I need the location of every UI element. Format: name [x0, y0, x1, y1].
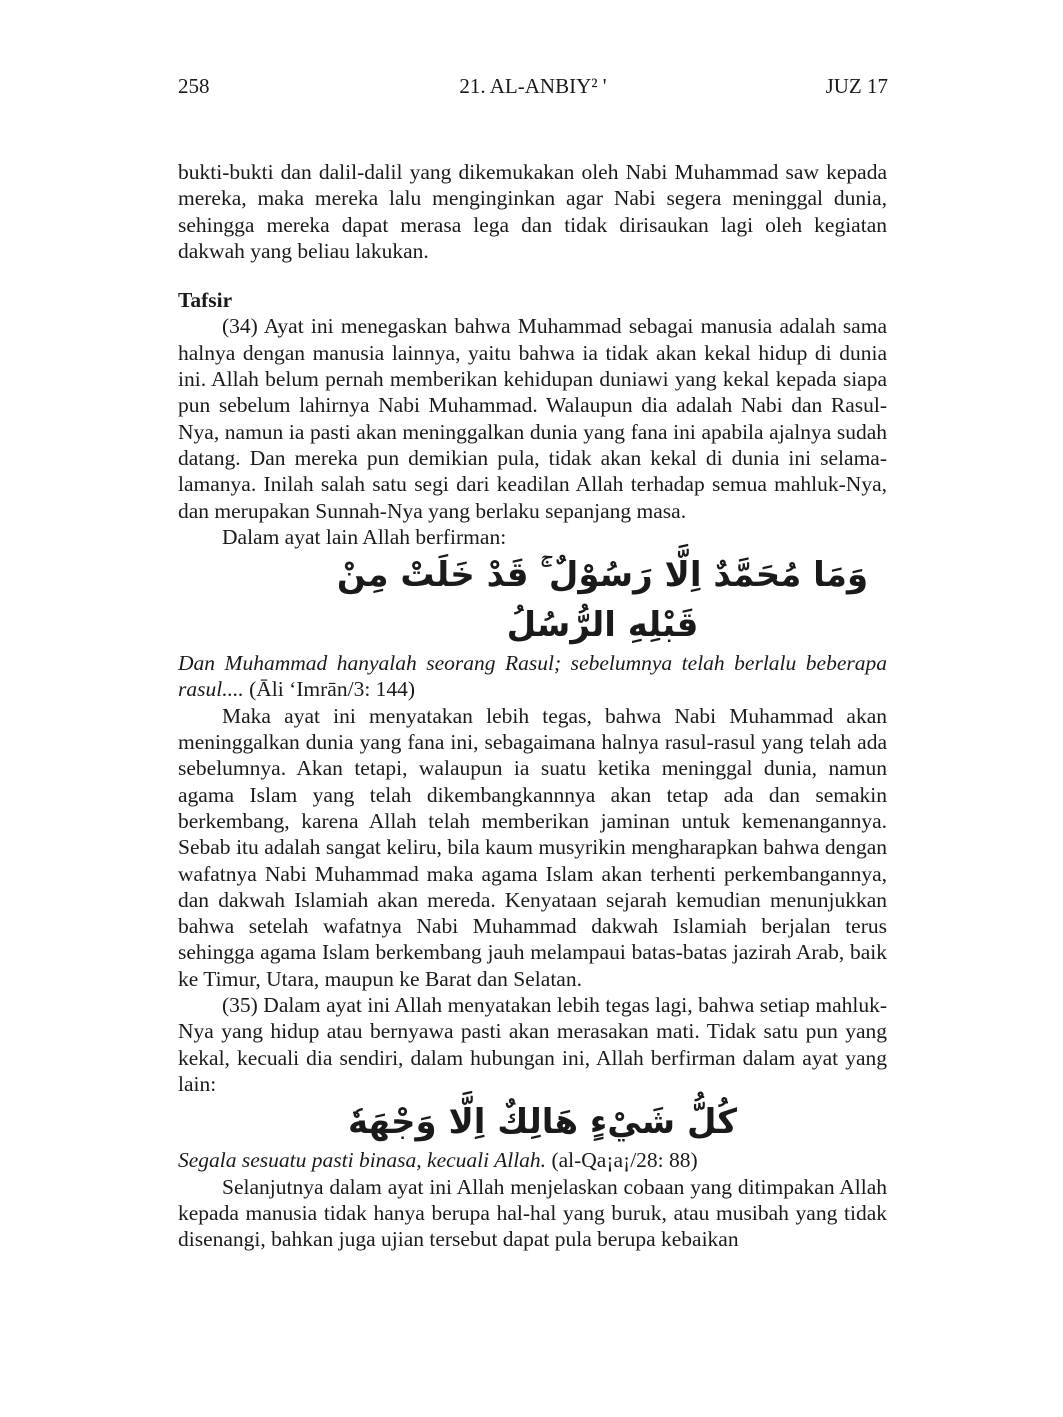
- paragraph-explanation: Maka ayat ini menyatakan lebih tegas, bahwa Nabi Muhammad akan meninggalkan dunia yang fana ini, sebagaimana halnya rasul-rasul yang telah ada sebelumnya. Akan tetapi, walaupun ia suatu ketika meninggal dunia, namun agama Islam yang telah dikembangkannnya akan tetap ada dan semakin berkembang, karena Allah telah memberikan jaminan untuk kemenangannya. Sebab itu adalah sangat keliru, bila kaum musyrikin mengharapkan bahwa dengan wafatnya Nabi Muhammad maka agama Islam akan terhenti perkembangannya, dan dakwah Islamiah akan mereda. Kenyataan sejarah kemudian menunjukkan bahwa setelah wafatnya Nabi Muhammad dakwah Islamiah berjalan terus sehingga agama Islam berkembang jauh melampaui batas-batas jazirah Arab, baik ke Timur, Utara, maupun ke Barat dan Selatan.: [178, 703, 887, 991]
- translation-text: Segala sesuatu pasti binasa, kecuali Allah.: [178, 1148, 547, 1173]
- arabic-verse-al-qasas: كُلُّ شَيْءٍ هَالِكٌ اِلَّا وَجْهَهٗ: [347, 1102, 738, 1143]
- page-number: 258: [178, 74, 210, 98]
- chapter-title: 21. AL-ANBIY² ': [459, 74, 607, 98]
- page-body: [178, 159, 887, 1252]
- arabic-verse-ali-imran: وَمَا مُحَمَّدٌ اِلَّا رَسُوْلٌ ۚ قَدْ خَلَتْ مِنْ قَبْلِهِ الرُّسُلُ: [336, 555, 869, 646]
- verse-reference: (Āli ‘Imrān/3: 144): [243, 677, 416, 702]
- section-heading-tafsir: Tafsir: [178, 288, 233, 313]
- translation-al-qasas: [178, 1147, 887, 1173]
- juz-label: JUZ 17: [825, 74, 888, 98]
- paragraph-intro: bukti-bukti dan dalil-dalil yang dikemukakan oleh Nabi Muhammad saw kepada mereka, maka mereka lalu menginginkan agar Nabi segera meninggal dunia, sehingga mereka dapat merasa lega dan tidak dirisaukan lagi oleh kegiatan dakwah yang beliau lakukan.: [178, 160, 887, 263]
- paragraph-final: Selanjutnya dalam ayat ini Allah menjelaskan cobaan yang ditimpakan Allah kepada manusia tidak hanya berupa hal-hal yang buruk, atau musibah yang tidak disenangi, bahkan juga ujian tersebut dapat pula berupa kebaikan: [178, 1174, 887, 1252]
- paragraph-verse-34: (34) Ayat ini menegaskan bahwa Muhammad sebagai manusia adalah sama halnya dengan manusia lainnya, yaitu bahwa ia tidak akan kekal hidup di dunia ini. Allah belum pernah memberikan kehidupan duniawi yang kekal kepada siapa pun sebelum lahirnya Nabi Muhammad. Walaupun dia adalah Nabi dan Rasul-Nya, namun ia pasti akan meninggalkan dunia yang fana ini apabila ajalnya sudah datang. Dan mereka pun demikian pula, tidak akan kekal di dunia ini selama-lamanya. Inilah salah satu segi dari keadilan Allah terhadap semua mahluk-Nya, dan merupakan Sunnah-Nya yang berlaku sepanjang masa.: [178, 314, 887, 523]
- translation-text: Dan Muhammad hanyalah seorang Rasul; sebelumnya telah berlalu beberapa rasul....: [178, 651, 887, 702]
- translation-ali-imran: [178, 650, 887, 703]
- paragraph-verse-35: (35) Dalam ayat ini Allah menyatakan lebih tegas lagi, bahwa setiap mahluk-Nya yang hidup atau bernyawa pasti akan merasakan mati. Tidak satu pun yang kekal, kecuali dia sendiri, dalam hubungan ini, Allah berfirman dalam ayat yang lain:: [178, 993, 887, 1096]
- paragraph-verse-intro: Dalam ayat lain Allah berfirman:: [222, 524, 507, 549]
- page-header: [178, 74, 888, 104]
- verse-reference: (al-Qa¡a¡/28: 88): [546, 1148, 698, 1173]
